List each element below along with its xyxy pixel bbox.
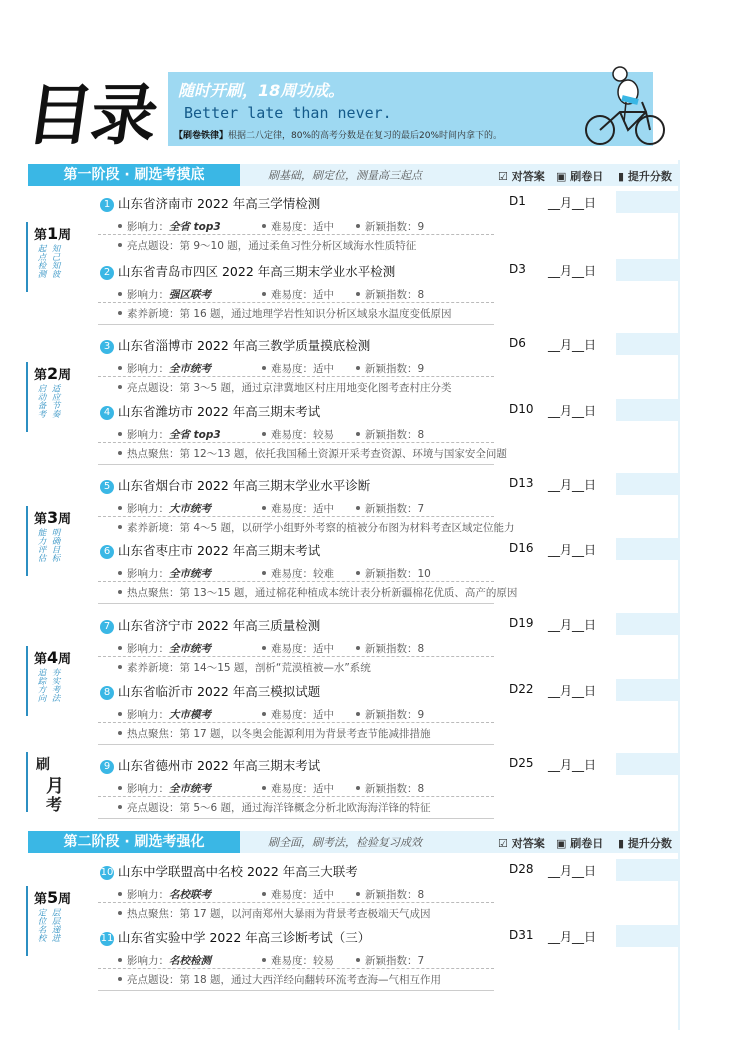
difficulty-label: 难易度： — [271, 429, 313, 441]
entry-highlight — [118, 726, 431, 741]
entry-number-badge: 7 — [100, 620, 114, 634]
novelty-label: 新颖指数： — [365, 643, 418, 655]
row-divider — [98, 234, 494, 235]
answer-page-code[interactable]: D16 — [509, 541, 534, 555]
difficulty-row — [262, 641, 334, 656]
influence-value: 名校联考 — [169, 889, 211, 901]
highlight-text: 亮点题设：第 18 题，通过大西洋经向翻转环流考查海—气相互作用 — [127, 974, 442, 986]
entry-title-text: 山东省淄博市 2022 年高三教学质量摸底检测 — [118, 338, 371, 353]
novelty-row — [356, 953, 424, 968]
answer-page-code[interactable]: D31 — [509, 928, 534, 942]
entry-title-text: 山东省青岛市四区 2022 年高三期末学业水平检测 — [118, 264, 396, 279]
week-badge-2 — [26, 362, 76, 432]
difficulty-value: 较易 — [313, 429, 334, 441]
entry-meta-row — [118, 953, 211, 968]
stage-subtitle: 刷全面，刷考法，检验复习成效 — [268, 836, 422, 849]
difficulty-label: 难易度： — [271, 783, 313, 795]
badge-char-3: 考 — [46, 795, 63, 814]
novelty-value: 7 — [417, 955, 425, 967]
practice-date-field[interactable]: __月__日 — [548, 758, 597, 772]
score-column-header: ▮ 提升分数 — [618, 170, 672, 183]
novelty-value: 9 — [417, 363, 425, 375]
week-label: 第4周 — [34, 648, 72, 667]
page-title: 目录 — [21, 77, 161, 154]
entry-title[interactable] — [100, 862, 358, 880]
week-separator — [98, 818, 494, 819]
influence-label: 影响力： — [127, 568, 169, 580]
week-desc-b: 知己知彼 — [50, 244, 60, 278]
row-divider — [98, 796, 494, 797]
entry-title-text: 山东省烟台市 2022 年高三期末学业水平诊断 — [118, 478, 371, 493]
difficulty-row — [262, 887, 334, 902]
novelty-row — [356, 641, 424, 656]
influence-value: 大市统考 — [169, 503, 211, 515]
novelty-value: 7 — [417, 503, 425, 515]
week-desc-b: 明确目标 — [50, 528, 60, 562]
answer-page-code[interactable]: D6 — [509, 336, 526, 350]
influence-label: 影响力： — [127, 221, 169, 233]
monthly-exam-badge — [26, 752, 76, 812]
difficulty-value: 适中 — [313, 889, 334, 901]
entry-meta-row — [118, 219, 221, 234]
novelty-value: 8 — [417, 783, 425, 795]
entry-highlight — [118, 800, 431, 815]
novelty-value: 9 — [417, 709, 425, 721]
novelty-label: 新颖指数： — [365, 363, 418, 375]
difficulty-label: 难易度： — [271, 503, 313, 515]
difficulty-value: 适中 — [313, 783, 334, 795]
entry-title-text: 山东中学联盟高中名校 2022 年高三大联考 — [118, 864, 358, 879]
score-box[interactable] — [616, 613, 678, 635]
entry-number-badge: 2 — [100, 266, 114, 280]
entry-title[interactable] — [100, 682, 320, 700]
entry-title-text: 山东省潍坊市 2022 年高三期末考试 — [118, 404, 321, 419]
entry-highlight — [118, 238, 416, 253]
highlight-text: 热点聚焦：第 17 题，以冬奥会能源利用为背景考查节能减排措施 — [127, 728, 431, 740]
practice-date-field[interactable]: __月__日 — [548, 543, 597, 557]
answer-label: 对答案 — [511, 837, 545, 850]
entry-number-badge: 8 — [100, 686, 114, 700]
entry-title-text: 山东省济南市 2022 年高三学情检测 — [118, 196, 321, 211]
week-desc-b: 适应节奏 — [50, 384, 60, 418]
novelty-row — [356, 781, 424, 796]
entry-title[interactable] — [100, 336, 370, 354]
stage-label: 第一阶段 · 刷选考摸底 — [28, 164, 240, 186]
row-divider — [98, 516, 494, 517]
practice-date-field[interactable]: __月__日 — [548, 478, 597, 492]
practice-date-field[interactable]: __月__日 — [548, 864, 597, 878]
entry-meta-row — [118, 641, 211, 656]
week-badge-3 — [26, 506, 76, 576]
stage-bar-1 — [28, 164, 678, 186]
week-label: 第3周 — [34, 508, 72, 527]
row-divider — [98, 722, 494, 723]
novelty-value: 10 — [417, 568, 431, 580]
influence-value: 大市模考 — [169, 709, 211, 721]
novelty-value: 8 — [417, 643, 425, 655]
entry-title[interactable] — [100, 756, 320, 774]
practice-date-field[interactable]: __月__日 — [548, 264, 597, 278]
influence-value: 全市统考 — [169, 643, 211, 655]
answer-page-code[interactable]: D22 — [509, 682, 534, 696]
difficulty-label: 难易度： — [271, 889, 313, 901]
answer-column-header: ☑ 对答案 — [498, 170, 545, 183]
entry-number-badge: 1 — [100, 198, 114, 212]
influence-label: 影响力： — [127, 709, 169, 721]
highlight-text: 亮点题设：第 9～10 题，通过柔鱼习性分析区域海水性质特征 — [127, 240, 417, 252]
entry-title[interactable] — [100, 402, 320, 420]
influence-label: 影响力： — [127, 429, 169, 441]
badge-char-2: 月 — [46, 776, 64, 797]
difficulty-row — [262, 427, 334, 442]
entry-highlight — [118, 446, 507, 461]
influence-label: 影响力： — [127, 363, 169, 375]
score-box[interactable] — [616, 399, 678, 421]
difficulty-value: 适中 — [313, 503, 334, 515]
badge-char-1: 刷 — [36, 757, 50, 773]
week-desc-a: 定位名校 — [36, 908, 46, 942]
score-label: 提升分数 — [627, 837, 672, 850]
difficulty-label: 难易度： — [271, 363, 313, 375]
influence-value: 名校检测 — [169, 955, 211, 967]
entry-highlight — [118, 380, 452, 395]
novelty-label: 新颖指数： — [365, 289, 418, 301]
difficulty-row — [262, 781, 334, 796]
novelty-value: 8 — [417, 889, 425, 901]
entry-meta-row — [118, 707, 211, 722]
influence-label: 影响力： — [127, 889, 169, 901]
novelty-value: 8 — [417, 429, 425, 441]
novelty-row — [356, 361, 424, 376]
influence-value: 全省 top3 — [169, 429, 221, 441]
entry-title-text: 山东省德州市 2022 年高三期末考试 — [118, 758, 321, 773]
week-desc-a: 起点检测 — [36, 244, 46, 278]
banner-note — [174, 128, 502, 141]
difficulty-row — [262, 566, 334, 581]
novelty-row — [356, 501, 424, 516]
week-desc-b: 夯实考法 — [50, 668, 60, 702]
week-label: 第2周 — [34, 364, 72, 383]
difficulty-row — [262, 287, 334, 302]
highlight-text: 亮点题设：第 5～6 题，通过海洋锋概念分析北欧海海洋锋的特征 — [127, 802, 431, 814]
entry-title[interactable] — [100, 616, 320, 634]
score-label: 提升分数 — [627, 170, 672, 183]
novelty-label: 新颖指数： — [365, 709, 418, 721]
answer-page-code[interactable]: D13 — [509, 476, 534, 490]
novelty-row — [356, 887, 424, 902]
difficulty-value: 适中 — [313, 363, 334, 375]
answer-page-code[interactable]: D28 — [509, 862, 534, 876]
highlight-text: 素养新境：第 16 题，通过地理学岩性知识分析区域泉水温度变低原因 — [127, 308, 452, 320]
date-label: 刷卷日 — [570, 837, 604, 850]
difficulty-value: 适中 — [313, 709, 334, 721]
row-divider — [98, 442, 494, 443]
influence-value: 全省 top3 — [169, 221, 221, 233]
entry-number-badge: 6 — [100, 545, 114, 559]
stage-subtitle: 刷基础，刷定位，测量高三起点 — [268, 169, 422, 182]
novelty-label: 新颖指数： — [365, 889, 418, 901]
difficulty-label: 难易度： — [271, 289, 313, 301]
entry-highlight — [118, 520, 515, 535]
influence-value: 全市统考 — [169, 568, 211, 580]
entry-title[interactable] — [100, 476, 370, 494]
entry-title-text: 山东省实验中学 2022 年高三诊断考试（三） — [118, 930, 371, 945]
novelty-value: 9 — [417, 221, 425, 233]
entry-highlight — [118, 972, 441, 987]
slogan: 随时开刷，18周功成。 — [178, 81, 345, 100]
practice-date-field[interactable]: __月__日 — [548, 618, 597, 632]
entry-title-text: 山东省济宁市 2022 年高三质量检测 — [118, 618, 321, 633]
answer-page-code[interactable]: D25 — [509, 756, 534, 770]
row-divider — [98, 902, 494, 903]
novelty-row — [356, 287, 424, 302]
novelty-label: 新颖指数： — [365, 568, 418, 580]
score-box[interactable] — [616, 753, 678, 775]
difficulty-row — [262, 953, 334, 968]
answer-label: 对答案 — [511, 170, 545, 183]
row-divider — [98, 302, 494, 303]
difficulty-value: 较易 — [313, 955, 334, 967]
entry-meta-row — [118, 427, 221, 442]
novelty-label: 新颖指数： — [365, 503, 418, 515]
difficulty-label: 难易度： — [271, 568, 313, 580]
week-separator — [98, 324, 494, 325]
influence-value: 全市统考 — [169, 363, 211, 375]
score-box[interactable] — [616, 259, 678, 281]
score-box[interactable] — [616, 333, 678, 355]
stage-bar-2 — [28, 831, 678, 853]
influence-value: 强区联考 — [169, 289, 211, 301]
score-box[interactable] — [616, 538, 678, 560]
novelty-label: 新颖指数： — [365, 783, 418, 795]
entry-number-badge: 4 — [100, 406, 114, 420]
note-tag: 【刷卷铁律】 — [174, 131, 229, 141]
entry-meta-row — [118, 781, 211, 796]
date-column-header: ▣ 刷卷日 — [556, 837, 604, 850]
novelty-row — [356, 427, 424, 442]
row-divider — [98, 581, 494, 582]
influence-label: 影响力： — [127, 643, 169, 655]
entry-number-badge: 9 — [100, 760, 114, 774]
week-separator — [98, 990, 494, 991]
week-badge-5 — [26, 886, 76, 956]
difficulty-row — [262, 219, 334, 234]
answer-page-code[interactable]: D3 — [509, 262, 526, 276]
score-box[interactable] — [616, 859, 678, 881]
entry-title[interactable] — [100, 262, 395, 280]
right-margin-rule — [678, 160, 680, 1030]
entry-meta-row — [118, 501, 211, 516]
score-column-header: ▮ 提升分数 — [618, 837, 672, 850]
date-column-header: ▣ 刷卷日 — [556, 170, 604, 183]
row-divider — [98, 376, 494, 377]
difficulty-value: 适中 — [313, 221, 334, 233]
influence-label: 影响力： — [127, 289, 169, 301]
entry-number-badge: 5 — [100, 480, 114, 494]
practice-date-field[interactable]: __月__日 — [548, 684, 597, 698]
novelty-row — [356, 219, 424, 234]
entry-highlight — [118, 906, 431, 921]
week-desc-a: 启动备考 — [36, 384, 46, 418]
practice-date-field[interactable]: __月__日 — [548, 196, 597, 210]
entry-meta-row — [118, 566, 211, 581]
answer-page-code[interactable]: D1 — [509, 194, 526, 208]
motto: Better late than never. — [184, 104, 392, 122]
note-text: 根据二八定律，80%的高考分数是在复习的最后20%时间内拿下的。 — [228, 131, 503, 141]
novelty-label: 新颖指数： — [365, 955, 418, 967]
difficulty-value: 适中 — [313, 289, 334, 301]
novelty-value: 8 — [417, 289, 425, 301]
date-label: 刷卷日 — [570, 170, 604, 183]
difficulty-row — [262, 707, 334, 722]
difficulty-label: 难易度： — [271, 643, 313, 655]
week-badge-1 — [26, 222, 76, 292]
influence-label: 影响力： — [127, 503, 169, 515]
difficulty-value: 适中 — [313, 643, 334, 655]
week-desc-a: 追踪方向 — [36, 668, 46, 702]
week-label: 第5周 — [34, 888, 72, 907]
row-divider — [98, 968, 494, 969]
highlight-text: 热点聚焦：第 12～13 题，依托我国稀土资源开采考查资源、环境与国家安全问题 — [127, 448, 507, 460]
difficulty-label: 难易度： — [271, 955, 313, 967]
entry-title[interactable] — [100, 541, 320, 559]
week-separator — [98, 744, 494, 745]
entry-number-badge: 10 — [100, 867, 114, 878]
difficulty-label: 难易度： — [271, 709, 313, 721]
week-desc-b: 层层递进 — [50, 908, 60, 942]
week-desc-a: 能力评估 — [36, 528, 46, 562]
answer-page-code[interactable]: D19 — [509, 616, 534, 630]
week-separator — [98, 603, 494, 604]
entry-highlight — [118, 306, 452, 321]
entry-meta-row — [118, 287, 211, 302]
highlight-text: 热点聚焦：第 13～15 题，通过棉花种植成本统计表分析新疆棉花优质、高产的原因 — [127, 587, 518, 599]
entry-number-badge: 3 — [100, 340, 114, 354]
influence-label: 影响力： — [127, 783, 169, 795]
week-badge-4 — [26, 646, 76, 716]
entry-highlight — [118, 660, 371, 675]
entry-meta-row — [118, 361, 211, 376]
difficulty-row — [262, 501, 334, 516]
highlight-text: 热点聚焦：第 17 题，以河南郑州大暴雨为背景考查极端天气成因 — [127, 908, 431, 920]
novelty-row — [356, 566, 431, 581]
novelty-label: 新颖指数： — [365, 221, 418, 233]
difficulty-label: 难易度： — [271, 221, 313, 233]
entry-meta-row — [118, 887, 211, 902]
week-label: 第1周 — [34, 224, 72, 243]
novelty-label: 新颖指数： — [365, 429, 418, 441]
answer-column-header: ☑ 对答案 — [498, 837, 545, 850]
highlight-text: 亮点题设：第 3～5 题，通过京津冀地区村庄用地变化图考查村庄分类 — [127, 382, 452, 394]
highlight-text: 素养新境：第 14～15 题，剖析“荒漠植被—水”系统 — [127, 662, 371, 674]
influence-value: 全市统考 — [169, 783, 211, 795]
score-box[interactable] — [616, 191, 678, 213]
highlight-text: 素养新境：第 4～5 题，以研学小组野外考察的植被分布图为材料考查区域定位能力 — [127, 522, 515, 534]
stage-label: 第二阶段 · 刷选考强化 — [28, 831, 240, 853]
cyclist-illustration — [580, 62, 670, 147]
row-divider — [98, 656, 494, 657]
answer-page-code[interactable]: D10 — [509, 402, 534, 416]
practice-date-field[interactable]: __月__日 — [548, 930, 597, 944]
score-box[interactable] — [616, 679, 678, 701]
entry-title[interactable] — [100, 928, 370, 946]
practice-date-field[interactable]: __月__日 — [548, 338, 597, 352]
influence-label: 影响力： — [127, 955, 169, 967]
entry-title[interactable] — [100, 194, 320, 212]
score-box[interactable] — [616, 473, 678, 495]
entry-highlight — [118, 585, 517, 600]
entry-title-text: 山东省枣庄市 2022 年高三期末考试 — [118, 543, 321, 558]
entry-title-text: 山东省临沂市 2022 年高三模拟试题 — [118, 684, 321, 699]
entry-number-badge: 11 — [100, 933, 114, 944]
difficulty-value: 较难 — [313, 568, 334, 580]
practice-date-field[interactable]: __月__日 — [548, 404, 597, 418]
difficulty-row — [262, 361, 334, 376]
novelty-row — [356, 707, 424, 722]
score-box[interactable] — [616, 925, 678, 947]
week-separator — [98, 464, 494, 465]
